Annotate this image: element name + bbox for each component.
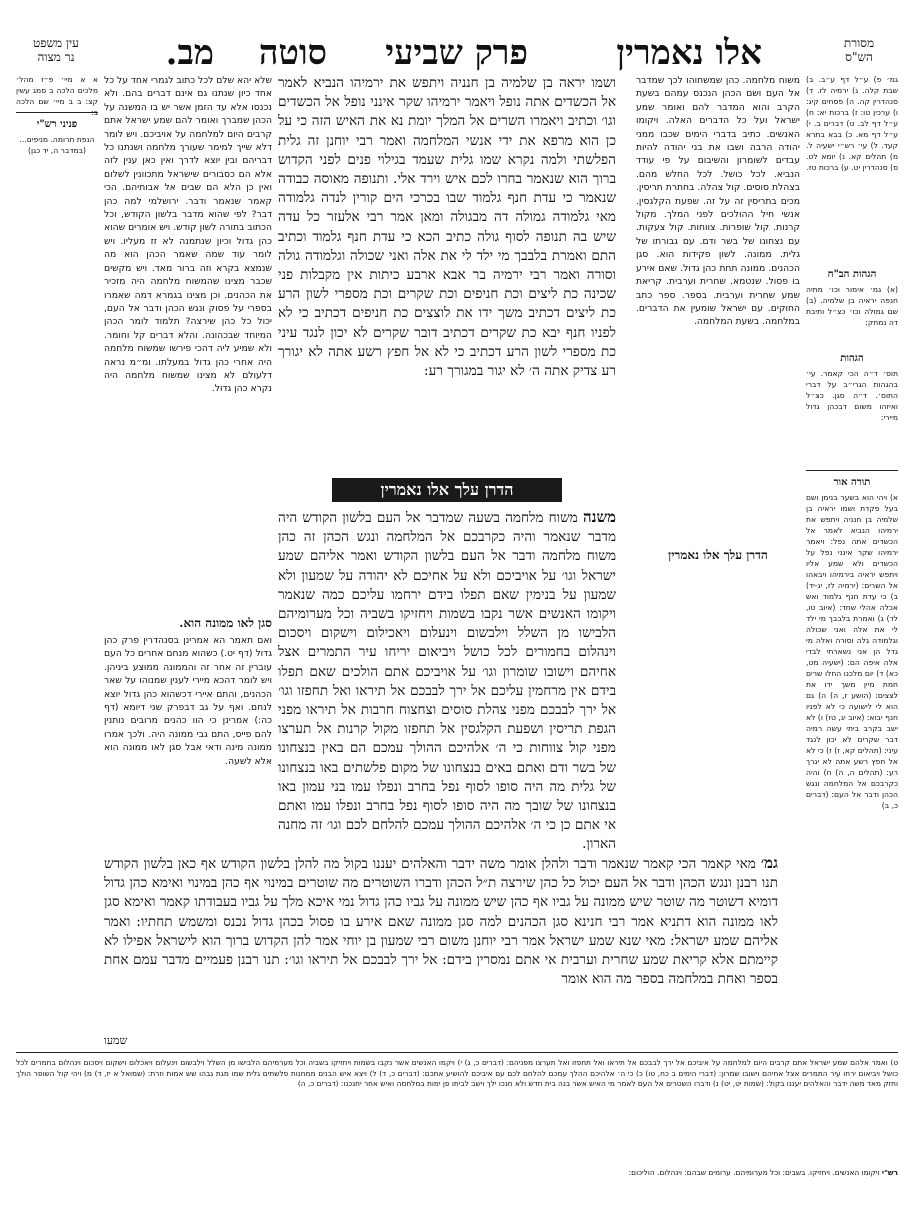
rashi-footer-text: ויקומו האנשים. ויחזיקו. בשבים: וכל מערומיהם. ערומים שבהם: וינהלום. הוליכום: xyxy=(628,1168,880,1177)
mishna-label: משנה xyxy=(582,508,616,526)
chapter-title: אלו נאמרין xyxy=(616,33,762,73)
ein-mishpat-column xyxy=(16,74,98,110)
rashi-box-title: פניני רש"י xyxy=(36,119,78,130)
rashi-box-text: הנפת תרומה. מניפים... (במדבר ה, יד כגן) xyxy=(19,135,95,155)
footnotes-text: ט) ואמר אלהם שמע ישראל אתם קרבים היום למלחמה על איביכם אל ירך לבבכם אל תיראו ואל תחפזו ואל תערצו מפניהם: (דברים כ, ג) י) ויקמו האנשים אשר נקבו בשמות ויחזיקו בשביה וכל מערמיהם הלבישו מן השלל וילבשום וינעלום ויאכלום וישקום ויסכום וינהלום בחמרים לכל כושל ויביאום ירחו עיר התמרים אצל אחיהם וישובו שמרון: (דברי הימים ב כח, טו) כ) כי ה׳ אלהיכם ההלך עמכם להלחם לכם עם איביכם להושיע אתכם: (דברים כ, ד) ל) ויצא איש הבנים ממחנות פלשתים גלית שמו מגת גבהו שש אמות וזרת: (שמואל א יז, ד) מ) ויהי קול השופר הולך וחזק מאד משה ידבר והאלהים יעננו בקול: (שמות יט, יט) נ) ודברו השטרים אל העם לאמר מי האיש אשר בנה בית חדש ולא חנכו ילך וישב לביתו פן ימות במלחמה ואיש אחר יחנכנו: (דברים כ, ה) xyxy=(16,1058,898,1089)
torah-or-title: תורה אור xyxy=(833,477,871,488)
ein-mishpat-header-label xyxy=(16,36,96,64)
masoret-label-line2: הש"ס xyxy=(845,50,873,64)
tosafot-column: שלא יהא שלם לכל כתוב לגמרי אחד על כל אחד כיון שנתנו גם אינם דברים בהם. ולא נכנסו אלא עד הזמן אשר יש בו המשנה על הכהן שמברך ואומר להם שמע ישראל אתם קרבים היום למלחמה על אויביכם. ויש לומר דלא שייך למימר שעורך מלחמה ושנתנו כל דבריהם ובין יוצא לדרך ואין כאן ענין לזה אלא הם כסבורים שישראל מתכוונין לשלום ואין כן הלא הם שבים אל אבותיהם. הכי קאמר שנאמר ודבר. ירושלמי למה כהן דבר? לפי שהוא מדבר בלשון הקודש, וכל הכתוב בתורה לשון קודש. ויש אומרים שהוא כהן גדול וכיון שנתמנה לא זז מעליו. ויש לומר עוד שמה שאמר הכהן הוא מה שנמצא בקרא וזה ברור מאד. ויש מקשים שכבר מצינו שהמשוח מלחמה היה מזכיר את הכהנים. וכן מצינו בגמרא דמה שאמרו בספרי על פסוק ונגש הכהן ודבר אל העם, יכול כל כהן שירצה? תלמוד לומר הכהן המיוחד שבכהונה. והלא דברים קל וחומר. ולא שמיע ליה דהכי פירשו שמשוח מלחמה היה אחרי כהן גדול במעלתו. ומ״מ נראה דלעולם לא מצינו שמשוח מלחמה היה נקרא כהן גדול. xyxy=(104,75,272,395)
ein-mishpat-entries: א א מיי׳ פ״ז מהל׳ מלכים הלכה ב סמג עשין קצ: ב ב מיי׳ שם הלכה xyxy=(16,75,98,106)
chapter-name: פרק שביעי xyxy=(385,33,528,73)
rashi-footer xyxy=(16,1168,898,1182)
tractate-name: סוטה xyxy=(258,33,327,73)
masoret-label-line1: מסורת xyxy=(843,36,875,50)
hagahot-text: תוס׳ ד״ה הכי קאמר. עי׳ בהגהות הגרי״ב על דברי התוס׳. ד״ה סגן. כצ״ל ואיזהו משום דבכהן גדול מיירי: xyxy=(806,369,898,422)
page-number: מב. xyxy=(165,33,214,73)
rashi-footer-label: רש"י xyxy=(881,1168,898,1177)
divider xyxy=(16,112,98,113)
torah-or-text: א) ויהי הוא בשער בנימן ושם בעל פקדת ושמו יראיה בן שלמיה בן חנניה ויתפש את ירמיהו הנביא לאמר אל הכשדים אתה נפל: ויאמר ירמיהו שקר אינני נפל על הכשדים ולא שמע אליו ויתפש יראיה בירמיהו ויבאהו אל השרים: (ירמיה לז, יג-יד) ב) כי עדת חנף גלמוד ואש אכלה אהלי שחד: (איוב טו, לד) ג) ואמרת בלבבך מי ילד לי את אלה ואני שכולה וגלמודה גלה וסורה ואלה מי גדל הן אני נשארתי לבדי אלה איפה הם: (ישעיה מט, כא) ד) יום מלכנו החלו שרים חמת מיין משך ידו את לצצים: (הושע ז, ה) ה) גם הוא לי לישועה כי לא לפניו חנף יבוא: (איוב יג, טז) ו) לא ישב בקרב ביתי עשה רמיה דבר שקרים לא יכון לנגד עיני: (תהלים קא, ז) ז) כי לא אל חפץ רשע אתה לא יגרך רע: (תהלים ה, ה) ח) והיה כקרבכם אל המלחמה ונגש הכהן ודבר אל העם: (דברים כ, ב) xyxy=(806,493,898,810)
tosafot-bottom-text: ואם תאמר הא אמרינן בסנהדרין פרק כהן גדול (דף יט.) כשהוא מנחם אחרים כל העם עוברין זה אחר זה והממונה ממוצע ביניהן. ויש לומר דהכא מיירי לענין שמנוהו על שאר הכהנים, והתם איירי דכשהוא כהן גדול יוצא לנחם. ואף על גב דבפרק שני דיומא (דף כה:) אמרינן כי הוו כהנים מרובים נותנין להם פייס, התם גבי ממונה היה. ולכך אמרו ממונה מינה ודאי אבל סגן לאו ממונה הוא אלא לשעה. xyxy=(104,635,272,767)
footnote-divider xyxy=(16,1052,898,1053)
ein-mishpat-label-line2: נר מצוה xyxy=(37,50,75,64)
hagahot-title: הגהות xyxy=(840,353,864,364)
rashi-hadran-heading: הדרן עלך אלו נאמרין xyxy=(668,548,768,562)
ein-mishpat-label-line1: עין משפט xyxy=(33,36,79,50)
hagahot-bach-title: הגהות הב"ח xyxy=(827,269,877,280)
gemara-top-text: ושמו יראה בן שלמיה בן חנניה ויתפש את ירמיהו הנביא לאמר אל הכשדים אתה נופל ויאמר ירמיהו שקר אינני נופל אל הכשדים וגו׳ וכתיב ויאמרו השרים אל המלך יומת נא את האיש הזה כי על כן הוא מרפא את ידי אנשי המלחמה ואמר רבי יוחנן זה גלית הפלשתי ולמה נקרא שמו גלית שעמד בגילוי פנים לפני הקדוש ברוך הוא שנאמר בחרו לכם איש וירד אלי. ותנופה מאוסה כבודה שנאמר כי עדת חנף גלמוד שבו בכרכי הים קורין לנדה גלמודה מאי גלמודה גמולה דה מבגולה ומאן אמר רבי אלעזר כל עדה שיש בה תנופה לסוף גולה כתיב הכא כי עדת חנף גלמוד וכתיב התם ואמרת בלבבך מי ילד לי את אלה ואני שכולה וגלמודה גולה וסורה ואמר רבי ירמיה בר אבא ארבע כיתות אין מקבלות פני שכינה כת ליצים וכת חניפים וכת שקרים וכת מספרי לשון הרע כת ליצים דכתיב משך ידו את לוצצים כת חניפים דכתיב כי לא לפניו חנף יבא כת שקרים דכתיב דובר שקרים לא יכון לנגד עיני כת מספרי לשון הרע דכתיב כי לא אל חפץ רשע אתה לא יגורך רע צדיק אתה ה׳ לא יגור במגורך רע: xyxy=(278,75,616,380)
mishna-text-narrow xyxy=(278,508,616,853)
gemara-label: גמ׳ xyxy=(760,854,778,872)
gemara-wide-text xyxy=(104,854,778,1032)
rashi-column: משוח מלחמה. כהן שמשחוהו לכך שמדבר אל העם ושם הכהן הנכנס עמהם בשעת הקרב והוא המדבר להם ואומר שמע ישראל ועל כל הדברים האלה. ויקומו האנשים. כתיב בדברי הימים שכבו ממני יהודה הרבה ושבו את בני יהודה להיות עבדים לשומרון והשיבום על פי עודד הנביא. לכל כושל. לכל החלש מהם. בצהלת סוסים. קול צהלה. בחתרת תריסין. מכים בתריסין זה על זה. שפעת הקלגסין. אנשי חיל ההולכים לפני המלך. מקול קרנות. קול שופרות. צווחות. קול צעקות. עם נצחונו של בשר ודם. עם גבורתו של גלית. ממונה. לשון פקידות הוא. סגן הכהנים. ממונה תחת כהן גדול. שאם אירע בו פסול. שנטמא. שחרית וערבית. קריאת שמע שחרית וערבית. בספר. ספר כתב החוקים. עם ישראל שומעין את הדברים. במלחמה. בשעת המלחמה. xyxy=(636,75,800,328)
catchword: שמעו xyxy=(104,1034,128,1047)
tosafot-dibur-title: סגן לאו ממונה הוא. xyxy=(179,616,272,630)
divider xyxy=(806,470,898,471)
hagahot-bach-text: (א) גמ׳ אימור וכו׳ מתיה חנפה יראיה בן שלמיה. (ב) שם גמולה וכו׳ כצ״ל ותיבת דה נמחק: xyxy=(806,285,898,327)
masoret-header-label xyxy=(824,36,894,64)
masoret-hashas-column: גמ׳ פ) ע״ל דף ע״ב. ב) שבת קלה. ג) ירמיה לז. ד) סנהדרין קה. ה) פסחים קיג: ו) ערכין טו: ז) ברכות יא: ח) ע״ל דף לב. ט) דברים ב. י) ע״ל דף מא. כ) בבא בתרא קעד. ל) עי׳ רש״י ישעיה ל. מ) תהלים קא. נ) יומא לט. ס) סנהדרין יט. ע) ברכות טז. xyxy=(806,75,898,172)
mishna-body: משוח מלחמה בשעה שמדבר אל העם בלשון הקודש היה מדבר שנאמר והיה כקרבכם אל המלחמה ונגש הכהן זה כהן משוח מלחמה ודבר אל העם בלשון הקודש ואמר אליהם שמע ישראל וגו׳ על אויביכם ולא על אחיכם לא יהודה על שמעון ולא שמעון על בנימין שאם תפלו בידם ירחמו עליכם כמה שנאמר ויקומו האנשים אשר נקבו בשמות ויחזיקו בשביה וכל מערומיהם הלבישו מן השלל וילבשום וינעלום ויאכילום וישקום ויסכום וינהלום בחמורים לכל כושל ויביאום יריחו עיר התמרים אצל אחיהם וישובו שומרון וגו׳ על אויביכם אתם הולכים שאם תפלו בידם אין מרחמין עליכם אל ירך לבבכם אל תיראו ואל תחפזו וגו׳ אל ירך לבבכם מפני צהלת סוסים וצחצוח חרבות אל תיראו מפני הגפת תריסין ושפעת הקלגסין אל תחפזו מקול קרנות אל תערצו מפני קול צווחות כי ה׳ אלהיכם ההולך עמכם הם באין בנצחונו של בשר ודם ואתם באים בנצחונו של מקום פלשתים באו בנצחונו של גלית מה היה סופו לסוף נפל בחרב ונפלו עמו בני עמון באו בנצחונו של שובך מה היה סופו לסוף נפל בחרב ונפלו עמו ואתם אי אתם כן כי ה׳ אלהיכם ההולך עמכם להלחם לכם וגו׳ זה מחנה הארון. xyxy=(278,510,616,853)
hadran-banner: הדרן עלך אלו נאמרין xyxy=(332,478,562,502)
gemara-body: מאי קאמר הכי קאמר שנאמר ודבר ולהלן אומר משה ידבר והאלהים יעננו בקול מה להלן בלשון הקודש אף כאן בלשון הקודש תנו רבנן ונגש הכהן ודבר אל העם יכול כל כהן שירצה ת״ל הכהן ודברו השוטרים מה שוטרים במינוי אף כהן במינוי ואימא כהן גדול דומיא דשוטר מה שוטר שיש ממונה על גביו אף כהן שיש ממונה על גביו כהן גדול נמי איכא מלך על גביו בעבודתו קאמר ואימא סגן לאו ממונה הוא דתניא אמר רבי חנינא סגן הכהנים למה סגן ממונה שאם אירע בו פסול בכהן גדול נכנס ומשמש תחתיו: ואמר אליהם שמע ישראל: מאי שנא שמע ישראל אמר רבי יוחנן משום רבי שמעון בן יוחי אמר להן הקדוש ברוך הוא לישראל אפילו לא קיימתם אלא קריאת שמע שחרית וערבית אי אתם נמסרין בידם: אל ירך לבבכם אל תיראו וגו׳: תנו רבנן פעמיים מדבר עמם אחת בספר ואחת במלחמה בספר מה הוא אומר xyxy=(104,856,778,988)
